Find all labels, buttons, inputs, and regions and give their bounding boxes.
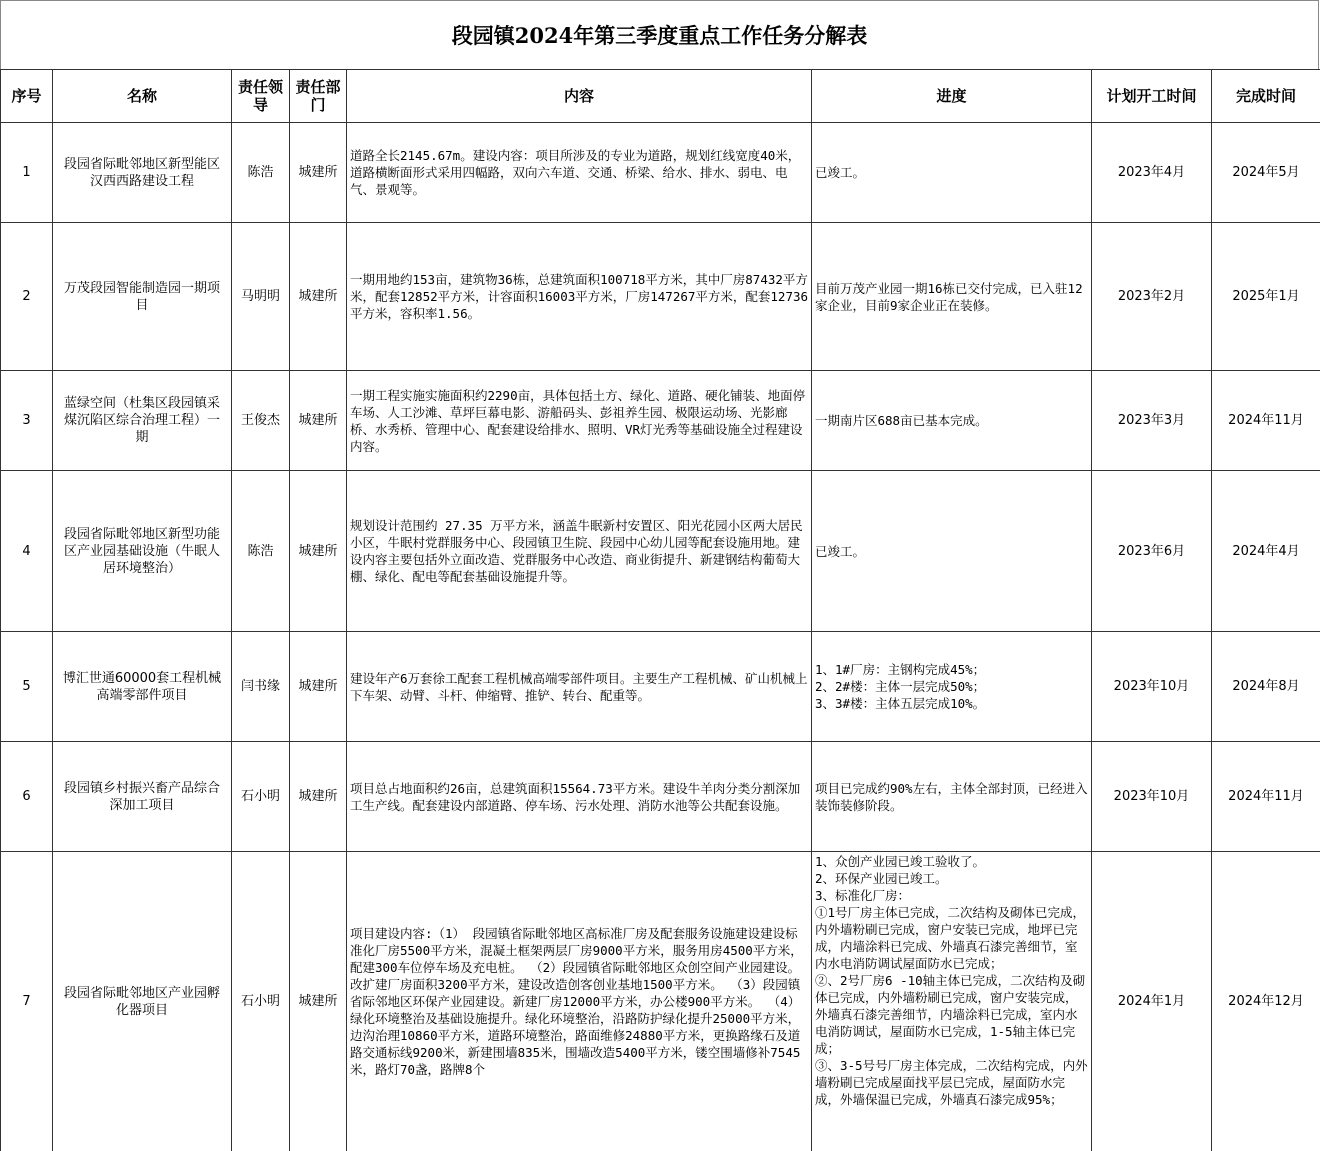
- cell-name: 万茂段园智能制造园一期项目: [53, 223, 232, 371]
- header-content: 内容: [347, 70, 812, 123]
- cell-progress: 已竣工。: [812, 123, 1092, 223]
- cell-seq: 5: [1, 632, 53, 742]
- table-row: [1, 123, 1320, 223]
- header-progress: 进度: [812, 70, 1092, 123]
- cell-progress: [812, 852, 1092, 1151]
- cell-end: 2024年11月: [1212, 371, 1320, 471]
- cell-seq: 4: [1, 471, 53, 632]
- progress-line: 2、2#楼：主体一层完成50%；: [815, 679, 986, 694]
- table-title: 段园镇2024年第三季度重点工作任务分解表: [0, 0, 1319, 69]
- cell-dept: 城建所: [290, 123, 347, 223]
- cell-progress: [812, 632, 1092, 742]
- cell-name: 段园省际毗邻地区新型能区汉西西路建设工程: [53, 123, 232, 223]
- cell-end: 2025年1月: [1212, 223, 1320, 371]
- cell-dept: 城建所: [290, 471, 347, 632]
- cell-content: 一期工程实施实施面积约2290亩，具体包括土方、绿化、道路、硬化铺装、地面停车场、人工沙滩、草坪巨幕电影、游船码头、彭祖养生园、极限运动场、光影廊桥、水秀桥、管理中心、配套建设给排水、照明、VR灯光秀等基础设施全过程建设内容。: [347, 371, 812, 471]
- cell-content: 道路全长2145.67m。建设内容：项目所涉及的专业为道路，规划红线宽度40米，道路横断面形式采用四幅路，双向六车道、交通、桥梁、给水、排水、弱电、电气、景观等。: [347, 123, 812, 223]
- cell-leader: 石小明: [232, 852, 290, 1151]
- cell-end: 2024年5月: [1212, 123, 1320, 223]
- progress-line: 1、众创产业园已竣工验收了。: [815, 854, 986, 869]
- cell-start: 2023年4月: [1092, 123, 1212, 223]
- table-row: [1, 371, 1320, 471]
- table-row: [1, 471, 1320, 632]
- header-name: 名称: [53, 70, 232, 123]
- table-row: [1, 852, 1320, 1151]
- task-table: [0, 69, 1320, 1151]
- cell-content: 一期用地约153亩，建筑物36栋，总建筑面积100718平方米，其中厂房87432平方米，配套12852平方米，计容面积16003平方米，厂房147267平方米，配套12736平方米，容积率1.56。: [347, 223, 812, 371]
- cell-dept: 城建所: [290, 371, 347, 471]
- header-leader: 责任领导: [232, 70, 290, 123]
- progress-line: 1、1#厂房：主钢构完成45%；: [815, 662, 986, 677]
- cell-dept: 城建所: [290, 223, 347, 371]
- cell-name: 蓝绿空间（杜集区段园镇采煤沉陷区综合治理工程）一期: [53, 371, 232, 471]
- cell-seq: 2: [1, 223, 53, 371]
- cell-seq: 1: [1, 123, 53, 223]
- progress-line: 3、标准化厂房：: [815, 888, 911, 903]
- cell-end: 2024年12月: [1212, 852, 1320, 1151]
- table-row: [1, 632, 1320, 742]
- cell-leader: 石小明: [232, 742, 290, 852]
- header-dept: 责任部门: [290, 70, 347, 123]
- cell-progress: 一期南片区688亩已基本完成。: [812, 371, 1092, 471]
- cell-leader: 马明明: [232, 223, 290, 371]
- cell-end: 2024年4月: [1212, 471, 1320, 632]
- cell-dept: 城建所: [290, 742, 347, 852]
- table-row: [1, 742, 1320, 852]
- cell-content: 项目建设内容:（1） 段园镇省际毗邻地区高标准厂房及配套服务设施建设建设标准化厂房5500平方米，混凝土框架两层厂房9000平方米，服务用房4500平方米，配建300车位停车场及充电桩。 （2）段园镇省际毗邻地区众创空间产业园建设。改扩建厂房面积3200平方米，建设改造创客创业基地1500平方米。 （3）段园镇省际邻地区环保产业园建设。新建厂房12000平方米，办公楼900平方米。 （4）绿化环境整治及基础设施提升。绿化环境整治，沿路防护绿化提升25000平方米，边沟治理10860平方米，道路环境整治，路面维修24880平方米，更换路缘石及道路交通标线9200米，新建围墙835米，围墙改造5400平方米，镂空围墙修补7545米，路灯70盏，路牌8个: [347, 852, 812, 1151]
- header-seq: 序号: [1, 70, 53, 123]
- cell-name: 段园省际毗邻地区产业园孵化器项目: [53, 852, 232, 1151]
- cell-start: 2023年10月: [1092, 632, 1212, 742]
- cell-start: 2023年3月: [1092, 371, 1212, 471]
- cell-progress: 目前万茂产业园一期16栋已交付完成，已入驻12家企业，目前9家企业正在装修。: [812, 223, 1092, 371]
- cell-dept: 城建所: [290, 852, 347, 1151]
- progress-line: ③、3-5号号厂房主体完成，二次结构完成，内外墙粉刷已完成屋面找平层已完成，屋面防水完成，外墙保温已完成，外墙真石漆完成95%；: [815, 1058, 1088, 1107]
- cell-seq: 7: [1, 852, 53, 1151]
- cell-start: 2023年6月: [1092, 471, 1212, 632]
- cell-seq: 6: [1, 742, 53, 852]
- cell-name: 博汇世通60000套工程机械高端零部件项目: [53, 632, 232, 742]
- progress-line: 3、3#楼：主体五层完成10%。: [815, 696, 986, 711]
- progress-line: 2、环保产业园已竣工。: [815, 871, 948, 886]
- cell-start: 2024年1月: [1092, 852, 1212, 1151]
- cell-seq: 3: [1, 371, 53, 471]
- progress-line: ①1号厂房主体已完成，二次结构及砌体已完成，内外墙粉刷已完成，窗户安装已完成，地坪已完成，内墙涂料已完成、外墙真石漆完善细节，室内水电消防调试屋面防水已完成；: [815, 905, 1086, 971]
- progress-line: ②、2号厂房6 -10轴主体已完成，二次结构及砌体已完成，内外墙粉刷已完成，窗户安装完成，外墙真石漆完善细节，内墙涂料已完成，室内水电消防调试，屋面防水已完成，1-5轴主体已完成；: [815, 973, 1086, 1056]
- cell-content: 规划设计范围约 27.35 万平方米，涵盖牛眠新村安置区、阳光花园小区两大居民小区，牛眠村党群服务中心、段园镇卫生院、段园中心幼儿园等配套设施用地。建设内容主要包括外立面改造、党群服务中心改造、商业街提升、新建钢结构葡萄大棚、绿化、配电等配套基础设施提升等。: [347, 471, 812, 632]
- header-row: [1, 70, 1320, 123]
- cell-leader: 陈浩: [232, 471, 290, 632]
- cell-end: 2024年8月: [1212, 632, 1320, 742]
- cell-end: 2024年11月: [1212, 742, 1320, 852]
- cell-leader: 陈浩: [232, 123, 290, 223]
- cell-leader: 闫书缘: [232, 632, 290, 742]
- table-row: [1, 223, 1320, 371]
- cell-progress: 已竣工。: [812, 471, 1092, 632]
- header-start: 计划开工时间: [1092, 70, 1212, 123]
- cell-content: 建设年产6万套徐工配套工程机械高端零部件项目。主要生产工程机械、矿山机械上下车架、动臂、斗杆、伸缩臂、推铲、转台、配重等。: [347, 632, 812, 742]
- cell-name: 段园省际毗邻地区新型功能区产业园基础设施（牛眠人居环境整治）: [53, 471, 232, 632]
- header-end: 完成时间: [1212, 70, 1320, 123]
- cell-start: 2023年10月: [1092, 742, 1212, 852]
- cell-content: 项目总占地面积约26亩，总建筑面积15564.73平方米。建设牛羊肉分类分割深加工生产线。配套建设内部道路、停车场、污水处理、消防水池等公共配套设施。: [347, 742, 812, 852]
- cell-name: 段园镇乡村振兴畜产品综合深加工项目: [53, 742, 232, 852]
- cell-progress: 项目已完成约90%左右，主体全部封顶，已经进入装饰装修阶段。: [812, 742, 1092, 852]
- cell-dept: 城建所: [290, 632, 347, 742]
- cell-leader: 王俊杰: [232, 371, 290, 471]
- cell-start: 2023年2月: [1092, 223, 1212, 371]
